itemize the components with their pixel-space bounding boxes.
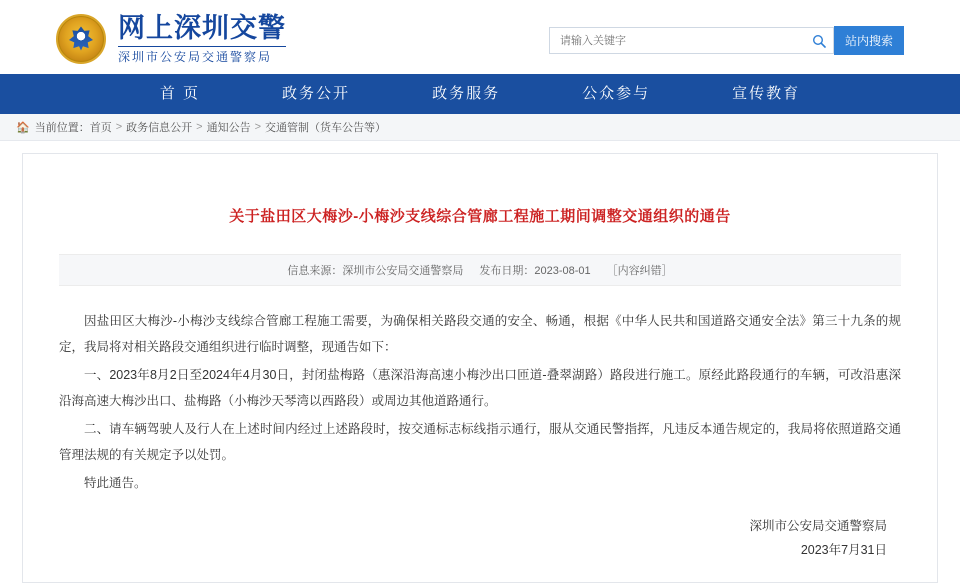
document-paragraph: 因盐田区大梅沙-小梅沙支线综合管廊工程施工需要，为确保相关路段交通的安全、畅通，根据《中华人民共和国道路交通安全法》第三十九条的规定，我局将对相关路段交通组织进行临时调整，现通告如下： [59, 314, 901, 354]
breadcrumb-item-home[interactable]: 首页 [89, 122, 112, 134]
document-signature [59, 514, 901, 562]
nav-item-government-services[interactable]: 政务服务 [432, 85, 501, 102]
breadcrumb-separator: > [196, 121, 203, 133]
document-paragraph: 特此通告。 [84, 476, 147, 490]
document-meta [59, 254, 901, 286]
search-icon[interactable] [805, 28, 833, 53]
document-paragraph: 一、2023年8月2日至2024年4月30日，封闭盐梅路（惠深沿海高速小梅沙出口匝道-叠翠湖路）路段进行施工。原经此路段通行的车辆，可改沿惠深沿海高速大梅沙出口、盐梅路（小梅沙天琴湾以西路段）或周边其他道路通行。 [59, 368, 901, 408]
signature-org: 深圳市公安局交通警察局 [749, 519, 887, 533]
content-correction-link[interactable]: ［内容纠错］ [606, 265, 673, 277]
nav-item-publicity-education[interactable]: 宣传教育 [732, 85, 801, 102]
breadcrumb-item-traffic-control[interactable]: 交通管制（货车公告等） [265, 122, 387, 134]
document-paragraph: 二、请车辆驾驶人及行人在上述时间内经过上述路段时，按交通标志标线指示通行，服从交通民警指挥，凡违反本通告规定的，我局将依照道路交通管理法规的有关规定予以处罚。 [59, 422, 901, 462]
meta-date [479, 262, 590, 278]
brand[interactable] [56, 14, 286, 65]
breadcrumb-item-notice[interactable]: 通知公告 [206, 122, 251, 134]
site-title: 网上深圳交警 [118, 12, 286, 44]
breadcrumb-item-gov-info[interactable]: 政务信息公开 [126, 122, 193, 134]
breadcrumb-separator: > [115, 121, 123, 133]
breadcrumb-separator: > [254, 121, 262, 133]
brand-text [118, 14, 286, 65]
meta-source-label: 信息来源： [287, 265, 343, 277]
breadcrumb-prefix: 当前位置： [34, 122, 90, 134]
nav-item-home[interactable]: 首 页 [159, 85, 201, 102]
main-nav [0, 74, 960, 114]
site-subtitle: 深圳市公安局交通警察局 [118, 46, 286, 65]
main-content [0, 141, 960, 583]
document-body [59, 308, 901, 496]
search-box[interactable] [549, 27, 834, 54]
meta-source [287, 262, 463, 278]
page-title: 关于盐田区大梅沙-小梅沙支线综合管廊工程施工期间调整交通组织的通告 [229, 208, 731, 225]
search-submit-button[interactable]: 站内搜索 [834, 26, 904, 55]
search-input[interactable] [550, 27, 805, 54]
document-card [22, 153, 938, 583]
meta-date-label: 发布日期： [479, 265, 535, 277]
nav-item-government-openness[interactable]: 政务公开 [282, 85, 351, 102]
home-icon: 🏠 [16, 121, 30, 134]
site-header [0, 0, 960, 74]
meta-source-value: 深圳市公安局交通警察局 [342, 265, 464, 277]
nav-items [160, 74, 800, 114]
breadcrumb [0, 114, 960, 141]
meta-date-value: 2023-08-01 [534, 265, 591, 277]
nav-item-public-participation[interactable]: 公众参与 [582, 85, 651, 102]
police-emblem-icon [56, 14, 106, 64]
signature-date: 2023年7月31日 [800, 543, 887, 557]
search-area [549, 26, 904, 55]
